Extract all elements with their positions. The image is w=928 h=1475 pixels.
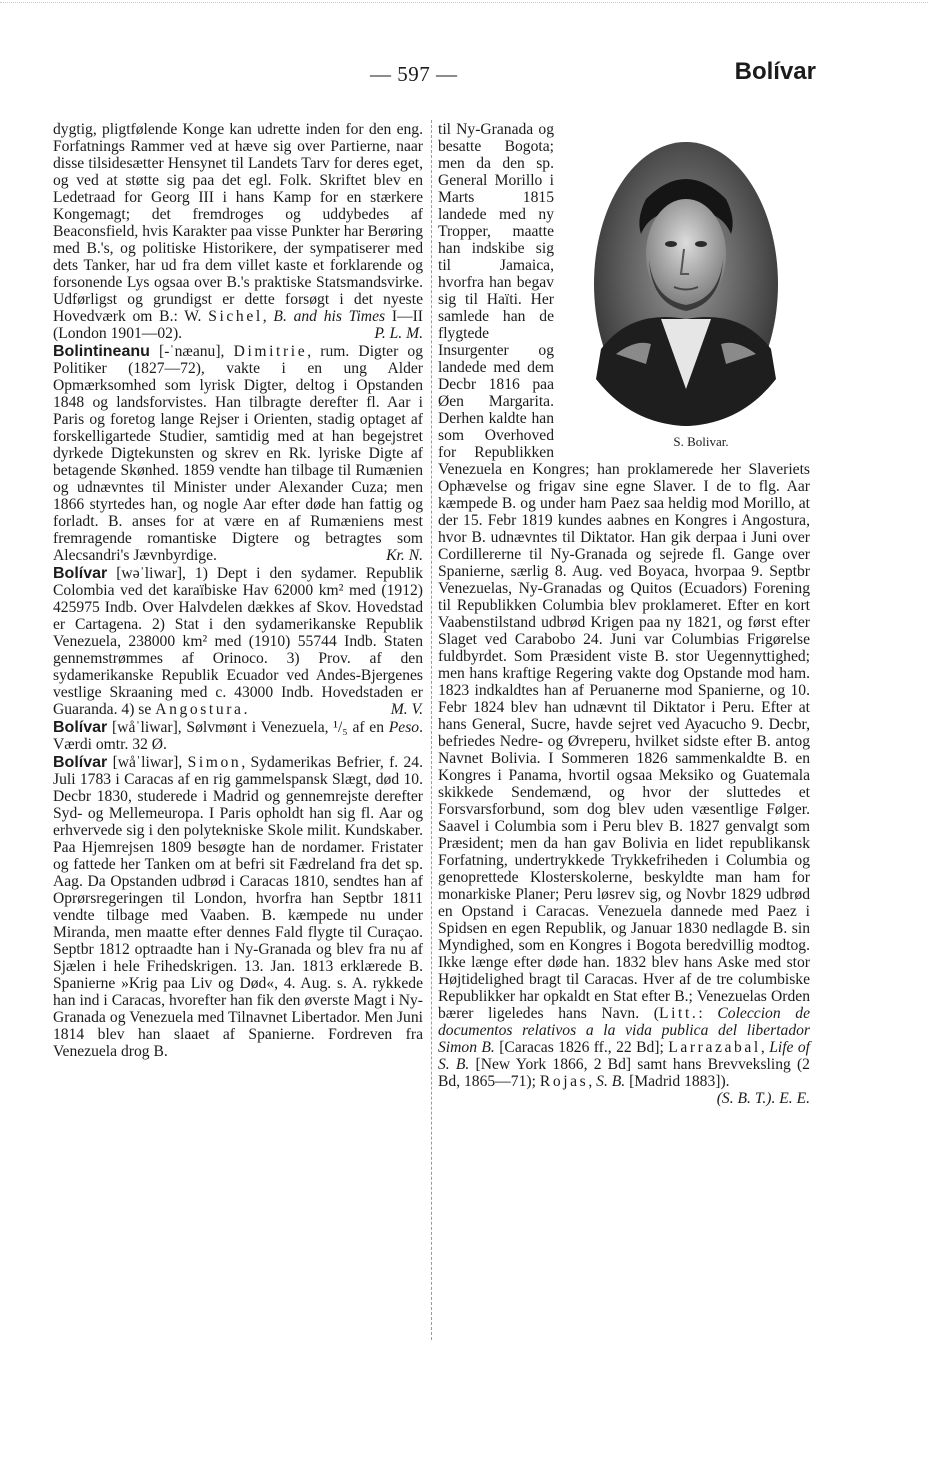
author-name: Rojas xyxy=(539,1073,589,1090)
entry-bolivar-place: Bolívar [wəˈliwar], 1) Dept i den sydamer. Republik Colombia ved det karaïbiske Hav 62000 km² med (1912) 425975 Indb. Over Halvdelen dækkes af Skov. Hovedstad er Cartagena. 2) Stat i den sydamerikanske Republik Venezuela, 238000 km² med (1910) 55744 Indb. Staten gennemstrømmes af Orinoco. 3) Prov. af den sydamerikanske Republik Ecuador ved Andes-Bjergenes vestlige Skraaning med c. 43000 Indb. Hovedstaden er Guaranda. 4) se Angostura. M. V. xyxy=(53,565,423,718)
cross-reference: Angostura xyxy=(155,701,244,718)
running-head: Bolívar xyxy=(734,58,816,85)
left-column xyxy=(53,121,423,1060)
text: [Caracas 1826 ff., 22 Bd]; xyxy=(499,1039,664,1056)
portrait-caption: S. Bolivar. xyxy=(673,434,729,449)
pronunciation: [-ˈnæanu], xyxy=(159,343,225,360)
top-edge-dots xyxy=(0,2,928,3)
text: , Sydamerikas Befrier, f. 24. Juli 1783 i Caracas af en rig gammelspansk Slægt, død 10. Decbr 1830, studerede i Madrid og gennemrejste derefter Syd- og Mellemeuropa. I Paris opholdt han sig fl. Aar og erhvervede sig i den polytekniske Skole milit. Kundskaber. Paa Hjemrejsen 1809 besøgte han de nordamer. Fristater og fattede her Tanken om at befri sit Fædreland fra det sp. Aag. Da Opstanden udbrød i Caracas 1810, sendtes han af Oprørsregeringen til London, hvorfra han Septbr 1811 vendte tilbage med Vaaben. B. kæmpede nu under Miranda, men maatte efter dennes Fald flygte til Curaçao. Septbr 1812 optraadte han i Ny-Granada og blev fra nu af Sjælen i hele Frihedskrigen. 13. Jan. 1813 erklærede B. Spanierne »Krig paa Liv og Død«, 4. Aug. s. A. rykkede han ind i Caracas, hvorefter han fik den øverste Magt i Ny-Granada og Venezuela med Tilnavnet Libertador. Men Juni 1814 blev han slaaet af Spanierne. Fordreven fra Venezuela drog B. xyxy=(53,754,423,1060)
book-title: Life of S. B. xyxy=(438,1039,810,1073)
signature: (S. B. T.). E. E. xyxy=(716,1090,810,1107)
text: dygtig, pligtfølende Konge kan udrette inden for den eng. Forfatnings Rammer ved at hæve sig over Partierne, naar disse tilsidesætter Hensynet til Landets Tarv for deres eget, og ved at støtte sig paa det egl. Folk. Skriftet blev en Ledetraad for Georg III i hans Kamp for en stærkere Kongemagt; det fremdroges og uddybedes af Beaconsfield, hvis Karakter paa visse Punkter har Berøring med B.'s, og politiske Historikere, der sympatiserer med dets Tanker, har ud fra dem villet kaste et forklarende og forsonende Lys ogsaa over B.'s praktiske Statsmandsvirke. Udførligst og grundigst er dette forsøgt i det nyeste Hovedværk om B.: W. xyxy=(53,121,423,325)
text: [wåˈliwar], Sølvmønt i Venezuela, ¹/₅ af en xyxy=(111,719,385,736)
headword: Bolívar xyxy=(53,754,108,771)
signature: P. L. M. xyxy=(374,325,423,342)
text: , xyxy=(760,1039,765,1056)
column-rule xyxy=(431,120,432,1340)
entry-bolingbroke-continuation: dygtig, pligtfølende Konge kan udrette inden for den eng. Forfatnings Rammer ved at hæve sig over Partierne, naar disse tilsidesætter Hensynet til Landets Tarv for deres eget, og ved at støtte sig paa det egl. Folk. Skriftet blev en Ledetraad for Georg III i hans Kamp for en stærkere Kongemagt; det fremdroges og uddybedes af Beaconsfield, hvis Karakter paa visse Punkter har Berøring med B.'s, og politiske Historikere, der sympatiserer med dets Tanker, har ud fra dem villet kaste et forklarende og forsonende Lys ogsaa over B.'s praktiske Statsmandsvirke. Udførligst og grundigst er dette forsøgt i det nyeste Hovedværk om B.: W. Sichel, B. and his Times I—II (London 1901—02). P. L. M. xyxy=(53,121,423,342)
given-name: Dimitrie xyxy=(233,343,308,360)
pronunciation: [wåˈliwar], xyxy=(112,754,183,771)
text: [New York 1866, 2 Bd] samt hans Brevveksling (2 Bd, 1865—71); xyxy=(438,1056,810,1090)
signature: M. V. xyxy=(390,701,423,718)
text: [wəˈliwar], 1) Dept i den sydamer. Republik Colombia ved det karaïbiske Hav 62000 km² med (1912) 425975 Indb. Over Halvdelen dækkes af Skov. Hovedstad er Cartagena. 2) Stat i den sydamerikanske Republik Venezuela, 238000 km² med (1910) 55744 Indb. Staten gennemstrømmes af Orinoco. 3) Prov. af den sydamerikanske Republik Ecuador ved Andes-Bjergenes vestlige Skraaning med c. 43000 Indb. Hovedstaden er Guaranda. 4) se xyxy=(53,565,423,718)
text: til Ny-Granada og besatte Bogota; men da den sp. General Morillo i Marts 1815 landede med ny Tropper, maatte han indskibe sig til Jamaica, hvorfra han begav sig til Haïti. Her samlede han de flygtede Insurgenter og landede med dem Decbr 1816 paa Øen Margarita. Derhen kaldte han som Overhoved for Republikken Venezuela en Kongres; han proklamerede her Slaveriets Ophævelse og frigav sine egne Slaver. I de to flg. Aar kæmpede B. og under ham Paez saa heldig mod Morillo, at der 15. Febr 1819 kundes aabnes en Kongres i Angostura, hvor B. udnævntes til Diktator. Han gik derpaa i Juni over Cordillererne til Ny-Granada og sejrede fl. Gange over Spanierne, særlig 8. Aug. ved Boyaca, hvorpaa 9. Septbr Venezuelas, Ny-Granadas og Quitos (Ecuadors) Forening til Republikken Columbia blev proklameret. Efter en kort Vaabenstilstand udbrød Krigen paa ny 1821, og først efter Slaget ved Carabobo 24. Juni var Columbias Frigørelse fuldbyrdet. Som Præsident viste B. stor Uegennyttighed; men hans kraftige Regering vakte dog Opstande mod ham. 1823 indkaldtes han af Peruanerne mod Spanierne, og 10. Febr 1824 blev han udnævnt til Diktator i Peru. Efter at hans General, Sucre, havde sejret ved Ayacucho 9. Decbr, befriedes Nedre- og Øvreperu, hvilket sidste efter B. antog Navnet Bolivia. I Sommeren 1826 sammenkaldte B. en Kongres i Panama, hvortil ogsaa Meksiko og Guatemala skikkede Sendemænd, og hvor der sluttedes et Forsvarsforbund, som dog blev uden væsentlige Følger. Saavel i Columbia som i Peru blev B. 1827 genvalgt som Præsident; men da han gav Bolivia en lidet republikansk Forfatning, undertrykkede Trykkefriheden i Columbia og genoprettede Klosterskolerne, beskyldte man ham for monarkiske Planer; Peru løsrev sig, og Novbr 1829 udbrød en Opstand i Caracas. Venezuela dannede med Paez i Spidsen en egen Republik, og Januar 1830 nedlagde B. sin Myndighed, som en Kongres i Bogota beredvillig modtog. Ikke længe efter døde han. 1832 blev hans Aske med stor Højtidelighed bragt til Caracas. Hver af de tre columbiske Republikker har opkaldt en Stat efter B.; Venezuelas Orden bærer ligeledes hans Navn. ( xyxy=(438,121,810,1022)
book-title: Coleccion de documentos relativos a la vida publica del libertador Simon B. xyxy=(438,1005,810,1056)
right-column xyxy=(438,121,810,1107)
entry-bolintineanu xyxy=(53,343,423,564)
literature-label: Litt. xyxy=(658,1005,699,1022)
page-header xyxy=(0,58,928,94)
text: . Værdi omtr. 32 Ø. xyxy=(53,719,423,753)
page-number: — 597 — xyxy=(370,62,458,86)
signature: Kr. N. xyxy=(386,547,423,564)
entry-bolivar-simon-continuation: til Ny-Granada og besatte Bogota; men da den sp. General Morillo i Marts 1815 landede med ny Tropper, maatte han indskibe sig til Jamaica, hvorfra han begav sig til Haïti. Her samlede han de flygtede Insurgenter og landede med dem Decbr 1816 paa Øen Margarita. Derhen kaldte han som Overhoved for Republikken Venezuela en Kongres; han proklamerede her Slaveriets Ophævelse og frigav sine egne Slaver. I de to flg. Aar kæmpede B. og under ham Paez saa heldig mod Morillo, at der 15. Febr 1819 kundes aabnes en Kongres i Angostura, hvor B. udnævntes til Diktator. Han gik derpaa i Juni over Cordillererne til Ny-Granada og sejrede fl. Gange over Spanierne, særlig 8. Aug. ved Boyaca, hvorpaa 9. Septbr Venezuelas, Ny-Granadas og Quitos (Ecuadors) Forening til Republikken Columbia blev proklameret. Efter en kort Vaabenstilstand udbrød Krigen paa ny 1821, og først efter Slaget ved Carabobo 24. Juni var Columbias Frigørelse fuldbyrdet. Som Præsident viste B. stor Uegennyttighed; men hans kraftige Regering vakte dog Opstande mod ham. 1823 indkaldtes han af Peruanerne mod Spanierne, og 10. Febr 1824 blev han udnævnt til Diktator i Peru. Efter at hans General, Sucre, havde sejret ved Ayacucho 9. Decbr, befriedes Nedre- og Øvreperu, hvilket sidste efter B. antog Navnet Bolivia. I Sommeren 1826 sammenkaldte B. en Kongres i Panama, hvortil ogsaa Meksiko og Guatemala skikkede Sendemænd, og hvor der sluttedes et Forsvarsforbund, som dog blev uden væsentlige Følger. Saavel i Columbia som i Peru blev B. 1827 genvalgt som Præsident; men da han gav Bolivia en lidet republikansk Forfatning, undertrykkede Trykkefriheden i Columbia og genoprettede Klosterskolerne, beskyldte man ham for monarkiske Planer; Peru løsrev sig, og Novbr 1829 udbrød en Opstand i Caracas. Venezuela dannede med Paez i Spidsen en egen Republik, og Januar 1830 nedlagde B. sin Myndighed, som en Kongres i Bogota beredvillig modtog. Ikke længe efter døde han. 1832 blev hans Aske med stor Højtidelighed bragt til Caracas. Hver af de tre columbiske Republikker har opkaldt en Stat efter B.; Venezuelas Orden bærer ligeledes hans Navn. (Litt.: Coleccion de documentos relativos a la vida publica del libertador Simon B. [Caracas 1826 ff., 22 Bd]; Larrazabal, Life of S. B. [New York 1866, 2 Bd] samt hans Brevveksling (2 Bd, 1865—71); Rojas, S. B. [Madrid 1883]). (S. B. T.). E. E. xyxy=(438,121,810,1107)
headword: Bolintineanu xyxy=(53,343,150,360)
book-title: S. B. xyxy=(596,1073,626,1090)
text: I—II (London 1901—02). xyxy=(53,308,423,342)
given-name: Simon xyxy=(187,754,242,771)
term: Peso xyxy=(388,719,420,736)
entry-bolivar-coin xyxy=(53,719,423,753)
book-title: B. and his Times xyxy=(273,308,386,325)
text: [Madrid 1883]). xyxy=(629,1073,730,1090)
entry-bolivar-simon xyxy=(53,754,423,1060)
headword: Bolívar xyxy=(53,719,108,736)
text: : xyxy=(698,1005,703,1022)
text: , rum. Digter og Politiker (1827—72), vakte i en ung Alder Opmærksomhed som lyrisk Digter, deltog i Opstanden 1848 og landsforvistes. Han tilbragte derefter fl. Aar i Paris og foretog lange Rejser i Orienten, stadig optaget af forskelligartede Studier, samtidig med at han begejstret dyrkede Digtekunsten og skrev en Rk. lyriske Digte af betagende Skønhed. 1859 vendte han tilbage til Rumænien og udnævntes til Minister under Alexander Cuza; men 1866 styrtedes han, og nogle Aar efter døde han fattig og forladt. B. anses for at være en af Rumæniens mest fremragende romantiske Digtere og betragtes som Alecsandri's Jævnbyrdige. xyxy=(53,343,424,564)
author-name: Sichel xyxy=(208,308,263,325)
author-name: Larrazabal xyxy=(668,1039,761,1056)
headword: Bolívar xyxy=(53,565,108,582)
portrait-figure xyxy=(562,139,810,450)
portrait-image xyxy=(591,139,781,429)
